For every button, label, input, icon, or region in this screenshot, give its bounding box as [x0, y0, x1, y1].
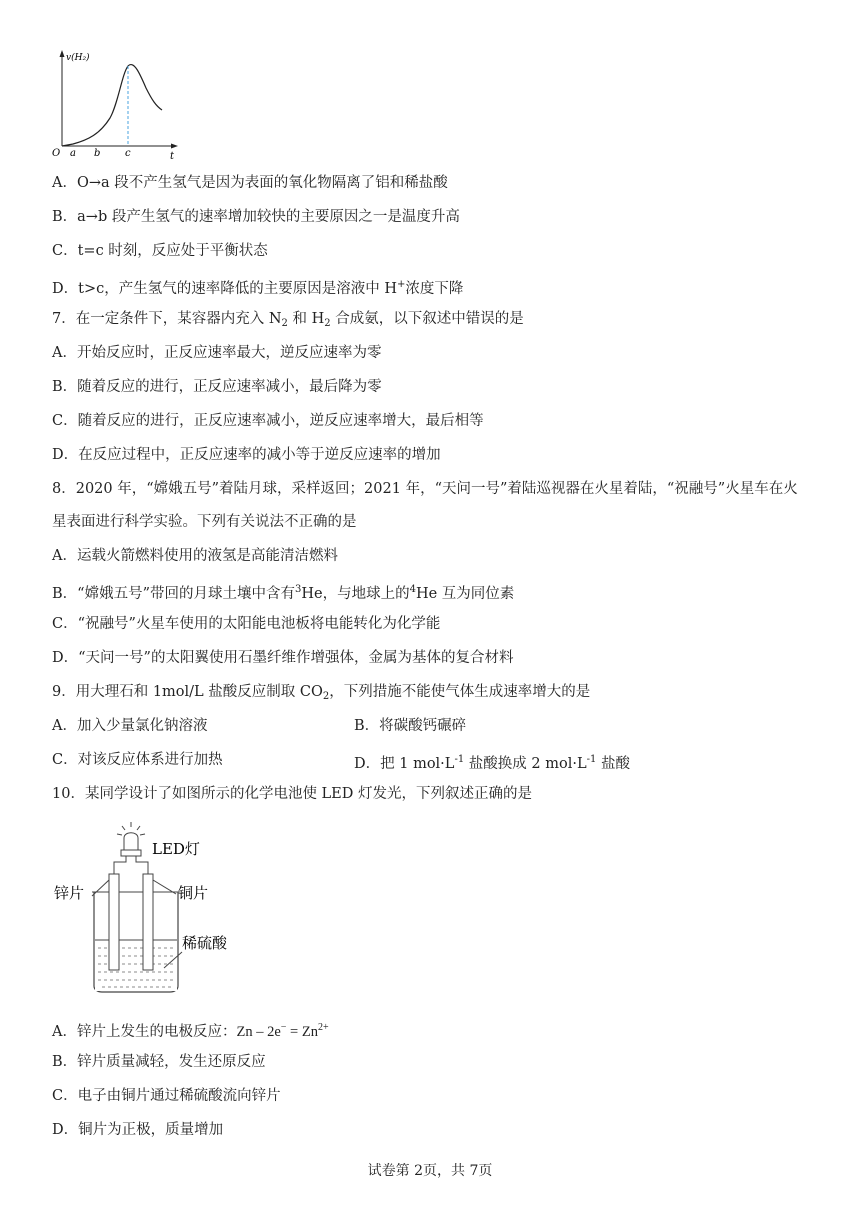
rate-time-graph: [48, 48, 188, 166]
q9-stem-1: 9．用大理石和 1mol/L 盐酸反应制取 CO: [52, 684, 323, 700]
q6-option-a: A．O→a 段不产生氢气是因为表面的氧化物隔离了铝和稀盐酸: [52, 175, 448, 191]
tick-b: b: [94, 148, 101, 159]
y-axis-label: v(H₂): [66, 53, 90, 63]
copper-label: 铜片: [178, 884, 209, 902]
q10-option-c: C．电子由铜片通过稀硫酸流向锌片: [52, 1088, 281, 1104]
q8-option-b: [52, 580, 514, 604]
q10-option-a: [52, 1018, 329, 1042]
q8-option-a: A．运载火箭燃料使用的液氢是高能清洁燃料: [52, 548, 338, 564]
led-wire-right: [136, 856, 148, 874]
q8-option-c: C．“祝融号”火星车使用的太阳能电池板将电能转化为化学能: [52, 616, 441, 632]
q9-d-text-2: 盐酸换成 2 mol·L: [464, 756, 587, 772]
zinc-label: 锌片: [54, 884, 85, 902]
led-bulb: [124, 833, 138, 850]
q7-sub-2: 2: [324, 318, 331, 329]
x-axis-label: t: [170, 151, 175, 162]
q6-option-b: B．a→b 段产生氢气的速率增加较快的主要原因之一是温度升高: [52, 209, 460, 225]
q9-option-c: C．对该反应体系进行加热: [52, 752, 223, 768]
q8-b-sup-1: 3: [294, 584, 302, 595]
q7-option-b: B．随着反应的进行，正反应速率减小，最后降为零: [52, 379, 382, 395]
zinc-pointer: [92, 880, 109, 896]
tick-a: a: [70, 148, 76, 159]
q9-d-sup-1: -1: [454, 754, 465, 765]
q6-d-text: D．t>c，产生氢气的速率降低的主要原因是溶液中 H: [52, 281, 397, 297]
q9-d-sup-2: -1: [586, 754, 597, 765]
q9-sub: 2: [322, 691, 330, 702]
q9-stem: [52, 682, 590, 707]
q8-stem-line2: 星表面进行科学实验。下列有关说法不正确的是: [52, 514, 357, 530]
q9-d-text-1: D．把 1 mol·L: [354, 756, 455, 772]
q10-a-text: A．锌片上发生的电极反应：: [52, 1024, 237, 1040]
q6-d-text-end: 浓度下降: [405, 281, 464, 297]
origin-label: O: [52, 148, 61, 159]
led-label: LED灯: [152, 840, 200, 858]
q6-d-sup: +: [396, 279, 406, 290]
y-axis-arrow: [60, 50, 65, 57]
q8-b-sup-2: 4: [409, 584, 416, 595]
q8-option-d: D．“天问一号”的太阳翼使用石墨纤维作增强体，金属为基体的复合材料: [52, 650, 514, 666]
q7-option-c: C．随着反应的进行，正反应速率减小，逆反应速率增大，最后相等: [52, 413, 484, 429]
q7-option-a: A．开始反应时，正反应速率最大，逆反应速率为零: [52, 345, 382, 361]
page-footer: 试卷第 2页，共 7页: [367, 1163, 493, 1179]
copper-electrode: [143, 874, 153, 970]
q6-option-d: [52, 275, 463, 299]
tick-c: c: [125, 148, 131, 159]
q8-stem-line1: 8．2020 年，“嫦娥五号”着陆月球，采样返回；2021 年，“天问一号”着陆巡视器在火星着陆，“祝融号”火星车在火: [52, 481, 798, 497]
q9-option-b: B．将碳酸钙碾碎: [354, 718, 467, 734]
battery-diagram: [52, 818, 252, 1000]
q10-option-d: D．铜片为正极，质量增加: [52, 1122, 224, 1138]
q9-option-a: A．加入少量氯化钠溶液: [52, 718, 208, 734]
q9-stem-2: ，下列措施不能使气体生成速率增大的是: [329, 684, 591, 700]
q7-stem: [52, 309, 524, 334]
q10-a-eq-sup-2: 2+: [317, 1022, 329, 1033]
q8-b-text-2: He，与地球上的: [301, 586, 410, 602]
q9-d-text-3: 盐酸: [596, 756, 630, 772]
led-wire-left: [114, 856, 126, 874]
x-axis-arrow: [171, 144, 178, 149]
q10-a-eq-1: Zn – 2e: [236, 1024, 281, 1040]
q10-a-eq-sup-1: −: [280, 1022, 287, 1033]
q10-stem: 10．某同学设计了如图所示的化学电池使 LED 灯发光，下列叙述正确的是: [52, 786, 533, 802]
q10-option-b: B．锌片质量减轻，发生还原反应: [52, 1054, 266, 1070]
q7-stem-2: 和 H: [287, 311, 325, 327]
q7-stem-3: 合成氨，以下叙述中错误的是: [330, 311, 524, 327]
q7-stem-1: 7．在一定条件下，某容器内充入 N: [52, 311, 282, 327]
q8-b-text-3: He 互为同位素: [415, 586, 515, 602]
led-base: [121, 850, 141, 856]
rate-curve: [62, 65, 162, 146]
q9-option-d: [354, 750, 630, 774]
q8-b-text-1: B．“嫦娥五号”带回的月球土壤中含有: [52, 586, 295, 602]
zinc-electrode: [109, 874, 119, 970]
q7-sub-1: 2: [281, 318, 288, 329]
acid-label: 稀硫酸: [182, 934, 228, 952]
q6-option-c: C．t=c 时刻，反应处于平衡状态: [52, 243, 268, 259]
q7-option-d: D．在反应过程中，正反应速率的减小等于逆反应速率的增加: [52, 447, 441, 463]
q10-a-eq-2: = Zn: [286, 1024, 318, 1040]
